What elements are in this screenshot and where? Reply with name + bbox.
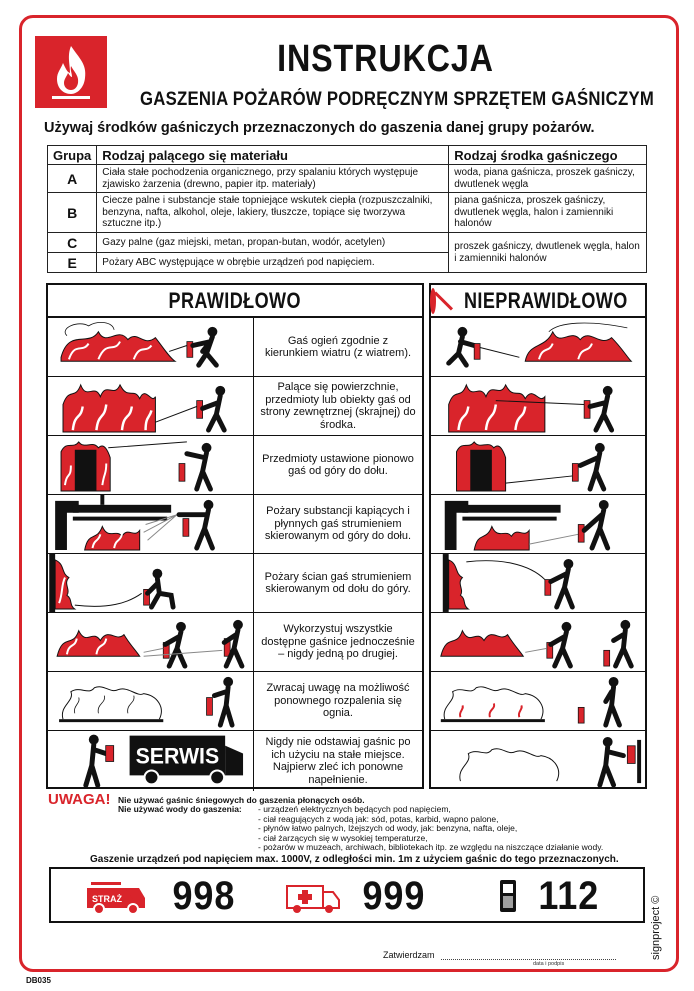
incorrect-title: NIEPRAWIDŁOWO bbox=[464, 287, 628, 313]
ambulance-number: 999 bbox=[362, 873, 426, 918]
list-item: - urządzeń elektrycznych będących pod napięciem, bbox=[258, 804, 451, 814]
rule-row bbox=[48, 318, 422, 377]
ambulance-entry bbox=[283, 873, 429, 919]
correct-panel bbox=[46, 283, 424, 789]
material-cell: Gazy palne (gaz miejski, metan, propan-butan, wodór, acetylen) bbox=[97, 233, 449, 253]
signature-note: data i podpis bbox=[533, 961, 565, 967]
rule-row bbox=[48, 672, 422, 731]
warning-line: Nie używać wody do gaszenia: bbox=[118, 804, 242, 814]
column-header-material: Rodzaj palącego się materiału bbox=[97, 146, 449, 165]
emergency-numbers bbox=[49, 867, 645, 923]
incorrect-illustration-sequential bbox=[431, 613, 645, 672]
incorrect-illustration-vertical bbox=[431, 436, 645, 495]
correct-panel-header bbox=[48, 285, 422, 318]
general-number: 112 bbox=[538, 873, 600, 918]
signature-line bbox=[441, 959, 616, 960]
illustration-vertical bbox=[48, 436, 254, 494]
illustration-dripping bbox=[48, 495, 254, 553]
rule-row bbox=[48, 436, 422, 495]
fire-truck-icon bbox=[85, 876, 149, 916]
illustration-rekindle bbox=[48, 672, 254, 730]
rule-text: Przedmioty ustawione pionowo gaś od góry do dołu. bbox=[262, 452, 414, 477]
prohibition-icon bbox=[430, 288, 436, 314]
rule-text: Nigdy nie odstawiaj gaśnic po ich użyciu na stałe miejsce. Najpierw zleć ich ponowne napełnienie. bbox=[265, 736, 411, 786]
agent-cell: woda, piana gaśnicza, proszek gaśniczy, dwutlenek węgla bbox=[449, 165, 647, 193]
warning-list bbox=[258, 805, 603, 853]
rule-text: Zwracaj uwagę na możliwość ponownego rozpalenia się ognia. bbox=[266, 682, 410, 720]
approval-label: Zatwierdzam bbox=[383, 950, 435, 960]
illustration-service bbox=[48, 731, 254, 791]
column-header-group: Grupa bbox=[48, 146, 97, 165]
group-letter: C bbox=[48, 233, 97, 253]
flame-icon bbox=[35, 36, 107, 108]
incorrect-illustration-wall bbox=[431, 554, 645, 613]
list-item: - płynów łatwo palnych, lżejszych od wody, jak: benzyna, nafta, oleje, bbox=[258, 823, 518, 834]
mobile-phone-icon bbox=[497, 878, 519, 914]
list-item: - ciał żarzących się w wysokiej temperaturze, bbox=[258, 832, 428, 843]
fire-groups-table bbox=[47, 145, 647, 273]
incorrect-panel bbox=[429, 283, 647, 789]
rule-text: Palące się powierzchnie, przedmioty lub obiekty gaś od strony zewnętrznej (skrajnej) do środka. bbox=[260, 381, 416, 431]
agent-cell: proszek gaśniczy, dwutlenek węgla, halon i zamienniki halonów bbox=[449, 233, 647, 273]
fire-number: 998 bbox=[172, 873, 236, 918]
table-row bbox=[48, 193, 647, 233]
table-header-row bbox=[48, 146, 647, 165]
agent-cell: piana gaśnicza, proszek gaśniczy, dwutlenek węgla, halon i zamienniki halonów bbox=[449, 193, 647, 233]
product-code: DB035 bbox=[26, 976, 51, 985]
group-letter: B bbox=[48, 193, 97, 233]
illustration-wind bbox=[48, 318, 254, 376]
correct-title: PRAWIDŁOWO bbox=[168, 287, 302, 313]
brand-label: signproject © bbox=[650, 895, 662, 960]
material-cell: Pożary ABC występujące w obrębie urządzeń pod napięciem. bbox=[97, 253, 449, 273]
material-cell: Ciała stałe pochodzenia organicznego, przy spalaniu których występuje zjawisko żarzenia (drewno, papier itp. materiały) bbox=[97, 165, 449, 193]
table-row bbox=[48, 165, 647, 193]
service-label: SERWIS bbox=[135, 743, 220, 769]
lead-text: Używaj środków gaśniczych przeznaczonych do gaszenia danej grupy pożarów. bbox=[44, 120, 595, 136]
illustration-simultaneous bbox=[48, 613, 254, 671]
rule-row bbox=[48, 495, 422, 554]
incorrect-illustration-dripping bbox=[431, 495, 645, 554]
rule-text: Gaś ogień zgodnie z kierunkiem wiatru (z wiatrem). bbox=[264, 334, 412, 359]
incorrect-illustration-surface bbox=[431, 377, 645, 436]
voltage-footnote: Gaszenie urządzeń pod napięciem max. 1000V, z odległości min. 1m z użyciem gaśnic do tego przeznaczonych. bbox=[90, 854, 619, 865]
ambulance-icon bbox=[283, 876, 343, 916]
illustration-wall bbox=[48, 554, 254, 612]
material-cell: Ciecze palne i substancje stałe topniejące wskutek ciepła (rozpuszczalniki, benzyna, nafta, alkohol, oleje, lakiery, tłuszcze, topiące się tworzywa sztuczne itp.) bbox=[97, 193, 449, 233]
illustration-surface bbox=[48, 377, 254, 435]
rule-text: Pożary ścian gaś strumieniem skierowanym od dołu do góry. bbox=[264, 570, 412, 595]
group-letter: E bbox=[48, 253, 97, 273]
table-row bbox=[48, 233, 647, 253]
flammable-logo bbox=[35, 36, 107, 108]
incorrect-illustration-service bbox=[431, 731, 645, 791]
group-letter: A bbox=[48, 165, 97, 193]
incorrect-panel-header bbox=[431, 285, 645, 318]
fire-brigade-entry bbox=[85, 873, 239, 919]
rule-row bbox=[48, 554, 422, 613]
rule-row bbox=[48, 731, 422, 791]
warning-line: Nie używać gaśnic śniegowych do gaszenia płonących osób. bbox=[118, 795, 365, 805]
rule-row bbox=[48, 613, 422, 672]
fire-brigade-label: STRAŻ bbox=[92, 894, 122, 904]
list-item: - pożarów w muzeach, archiwach, bibliotekach itp. ze względu na niszczące działanie wody. bbox=[258, 842, 604, 853]
rule-text: Pożary substancji kapiących i płynnych gaś strumieniem skierowanym od góry do dołu. bbox=[264, 505, 412, 543]
page-title: INSTRUKCJA bbox=[277, 38, 494, 80]
incorrect-illustration-wind bbox=[431, 318, 645, 377]
warning-heading: UWAGA! bbox=[48, 791, 111, 808]
list-item: - ciał reagujących z wodą jak: sód, potas, karbid, wapno palone, bbox=[258, 813, 499, 824]
column-header-agent: Rodzaj środka gaśniczego bbox=[449, 146, 647, 165]
page-subtitle: GASZENIA POŻARÓW PODRĘCZNYM SPRZĘTEM GAŚNICZYM bbox=[140, 89, 655, 110]
general-emergency-entry bbox=[497, 873, 603, 919]
rule-text: Wykorzystuj wszystkie dostępne gaśnice jednocześnie – nigdy jedną po drugiej. bbox=[261, 623, 415, 661]
incorrect-illustration-rekindle bbox=[431, 672, 645, 731]
rule-row bbox=[48, 377, 422, 436]
